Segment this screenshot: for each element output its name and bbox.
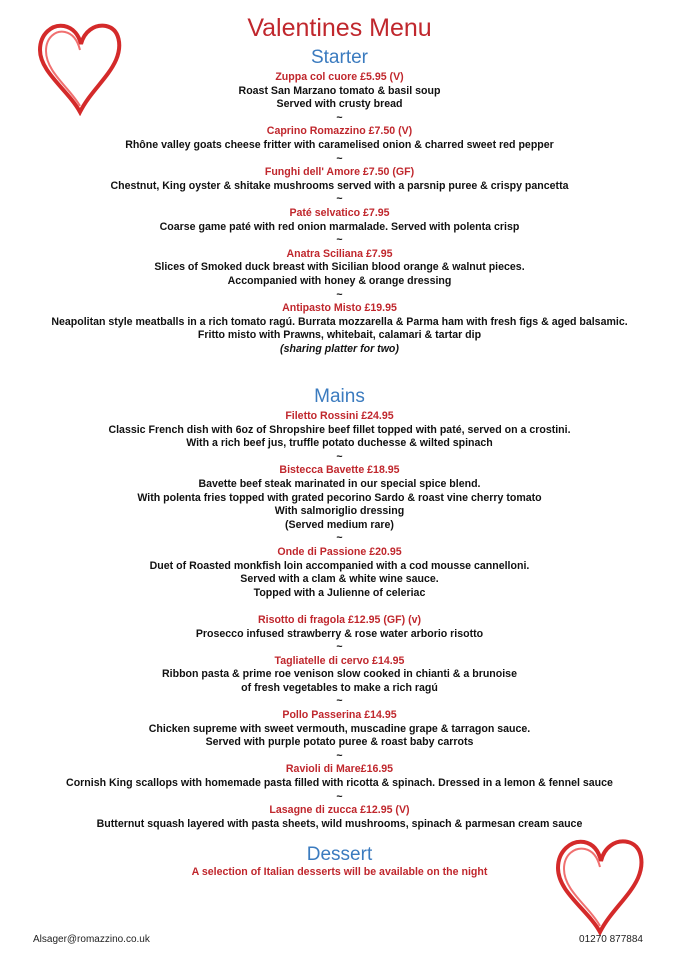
menu-item-desc: Ribbon pasta & prime roe venison slow cooked in chianti & a brunoise [162, 668, 517, 681]
menu-item-desc: Coarse game paté with red onion marmalade. Served with polenta crisp [159, 220, 520, 233]
section-dessert: Dessert [306, 844, 373, 865]
menu-item-desc: Chicken supreme with sweet vermouth, muscadine grape & tarragon sauce. [148, 722, 531, 735]
menu-item-name: Risotto di fragola £12.95 (GF) (v) [257, 613, 422, 626]
menu-item-desc: Prosecco infused strawberry & rose water arborio risotto [195, 627, 484, 640]
menu-item-name: Caprino Romazzino £7.50 (V) [266, 125, 413, 138]
menu-item-desc: (Served medium rare) [285, 518, 394, 531]
menu-item-name: Antipasto Misto £19.95 [282, 302, 397, 315]
starters-list [20, 71, 659, 356]
separator: ~ [336, 532, 343, 545]
menu-item-name: Ravioli di Mare£16.95 [285, 763, 394, 776]
separator: ~ [336, 288, 343, 301]
menu-item-name: Funghi dell' Amore £7.50 (GF) [264, 166, 415, 179]
menu-title: Valentines Menu [247, 14, 432, 42]
menu-item-name: Bistecca Bavette £18.95 [279, 464, 400, 477]
menu-item-desc: Topped with a Julienne of celeriac [253, 586, 426, 599]
separator: ~ [336, 695, 343, 708]
separator: ~ [336, 193, 343, 206]
menu-item-desc: Bavette beef steak marinated in our special spice blend. [198, 477, 481, 490]
menu-item-desc: With a rich beef jus, truffle potato duchesse & wilted spinach [186, 437, 493, 450]
menu-item-desc: Neapolitan style meatballs in a rich tomato ragú. Burrata mozzarella & Parma ham with fresh figs & aged balsamic. [51, 315, 628, 328]
menu-item-desc: Cornish King scallops with homemade pasta filled with ricotta & spinach. Dressed in a lemon & fennel sauce [66, 777, 613, 790]
menu-item-desc: Served with purple potato puree & roast baby carrots [205, 736, 474, 749]
menu-item-desc: Classic French dish with 6oz of Shropshire beef fillet topped with paté, served on a crostini. [108, 423, 571, 436]
separator: ~ [336, 450, 343, 463]
menu-item-desc: Duet of Roasted monkfish loin accompanied with a cod mousse cannelloni. [149, 559, 530, 572]
menu-item-name: Paté selvatico £7.95 [289, 206, 390, 219]
menu-item-name: Anatra Sciliana £7.95 [286, 247, 393, 260]
menu-item-desc: of fresh vegetables to make a rich ragú [241, 681, 438, 694]
menu-item-note: (sharing platter for two) [280, 342, 399, 355]
menu-item-name: Tagliatelle di cervo £14.95 [274, 654, 405, 667]
section-starter: Starter [310, 47, 369, 68]
menu-item-desc: Chestnut, King oyster & shitake mushrooms served with a parsnip puree & crispy pancetta [110, 179, 569, 192]
separator: ~ [336, 790, 343, 803]
mains-list [20, 410, 659, 831]
menu-item-name: Zuppa col cuore £5.95 (V) [275, 71, 404, 83]
menu-item-desc: Served with crusty bread [276, 98, 403, 111]
menu-item-name: Pollo Passerina £14.95 [282, 709, 397, 722]
menu-item-desc: Butternut squash layered with pasta sheets, wild mushrooms, spinach & parmesan cream sauce [96, 817, 583, 830]
menu-item-desc: Slices of Smoked duck breast with Sicilian blood orange & walnut pieces. [154, 261, 525, 274]
menu-item-desc: Fritto misto with Prawns, whitebait, calamari & tartar dip [197, 329, 482, 342]
section-mains: Mains [314, 386, 365, 407]
menu-item-desc: Roast San Marzano tomato & basil soup [238, 84, 441, 97]
menu-item-desc: With polenta fries topped with grated pecorino Sardo & roast vine cherry tomato [137, 491, 542, 504]
menu-item-desc: Accompanied with honey & orange dressing [227, 274, 452, 287]
menu-item-name: Onde di Passione £20.95 [277, 545, 402, 558]
menu-item-desc: With salmoriglio dressing [274, 505, 405, 518]
separator: ~ [336, 749, 343, 762]
footer-email[interactable]: Alsager@romazzino.co.uk [33, 934, 150, 945]
separator: ~ [336, 111, 343, 124]
menu-item-name: Lasagne di zucca £12.95 (V) [269, 804, 410, 817]
separator: ~ [336, 641, 343, 654]
separator: ~ [336, 152, 343, 165]
menu-item-name: Filetto Rossini £24.95 [285, 410, 394, 422]
menu-item-desc: Served with a clam & white wine sauce. [240, 573, 439, 586]
separator: ~ [336, 234, 343, 247]
dessert-text: A selection of Italian desserts will be available on the night [191, 866, 488, 878]
menu-item-desc: Rhône valley goats cheese fritter with caramelised onion & charred sweet red pepper [125, 138, 554, 151]
footer-phone: 01270 877884 [579, 934, 643, 945]
